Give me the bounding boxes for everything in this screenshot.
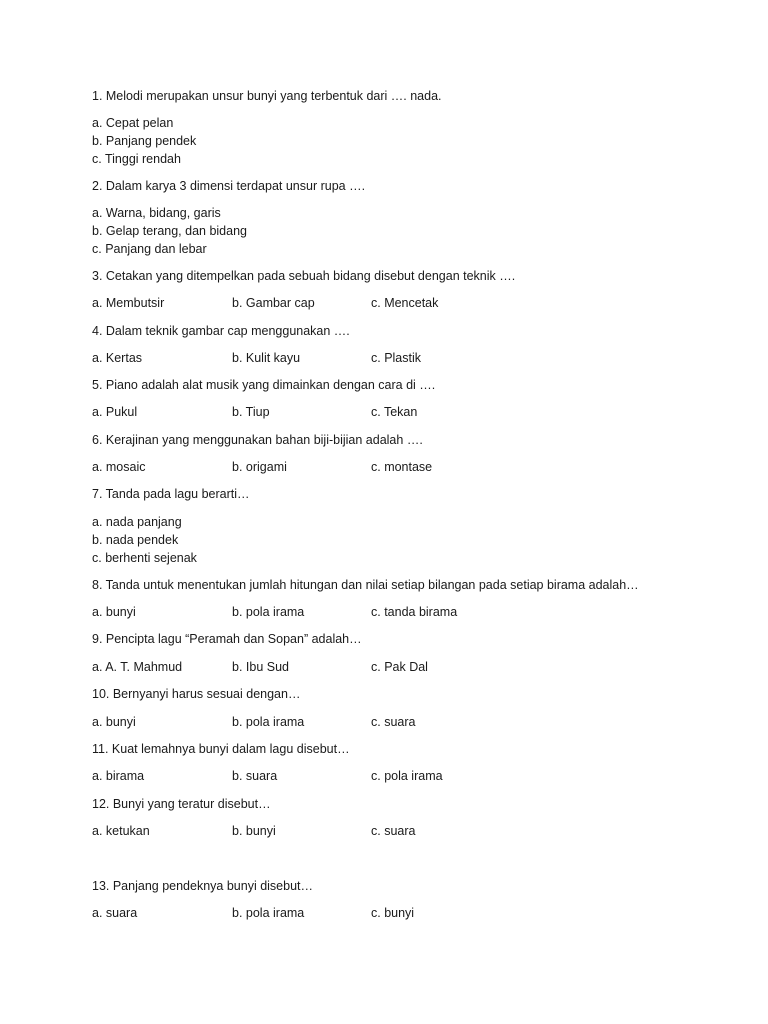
q3-option-b: b. Gambar cap: [232, 296, 315, 310]
q8-option-b: b. pola irama: [232, 605, 305, 619]
q13-option-a: a. suara: [92, 906, 138, 920]
q11-option-a: a. birama: [92, 769, 145, 783]
q3-option-c: c. Mencetak: [371, 296, 439, 310]
question-9: 9. Pencipta lagu “Peramah dan Sopan” adalah…: [92, 632, 362, 646]
q6-option-a: a. mosaic: [92, 460, 146, 474]
question-2: 2. Dalam karya 3 dimensi terdapat unsur rupa ….: [92, 179, 366, 193]
q1-option-a: a. Cepat pelan: [92, 116, 174, 130]
q13-option-b: b. pola irama: [232, 906, 305, 920]
q4-option-b: b. Kulit kayu: [232, 351, 301, 365]
q7-option-b: b. nada pendek: [92, 533, 179, 547]
question-3: 3. Cetakan yang ditempelkan pada sebuah bidang disebut dengan teknik ….: [92, 269, 516, 283]
question-6: 6. Kerajinan yang menggunakan bahan biji-bijian adalah ….: [92, 433, 423, 447]
q9-option-a: a. A. T. Mahmud: [92, 660, 183, 674]
q12-option-c: c. suara: [371, 824, 416, 838]
q5-option-c: c. Tekan: [371, 405, 418, 419]
question-12: 12. Bunyi yang teratur disebut…: [92, 797, 271, 811]
q11-option-b: b. suara: [232, 769, 278, 783]
question-7: 7. Tanda pada lagu berarti…: [92, 487, 250, 501]
q1-option-c: c. Tinggi rendah: [92, 152, 181, 166]
q2-option-b: b. Gelap terang, dan bidang: [92, 224, 247, 238]
q12-option-a: a. ketukan: [92, 824, 150, 838]
q6-option-c: c. montase: [371, 460, 433, 474]
q4-option-c: c. Plastik: [371, 351, 422, 365]
q2-option-c: c. Panjang dan lebar: [92, 242, 207, 256]
q9-option-b: b. Ibu Sud: [232, 660, 289, 674]
q12-option-b: b. bunyi: [232, 824, 276, 838]
q8-option-a: a. bunyi: [92, 605, 136, 619]
q2-option-a: a. Warna, bidang, garis: [92, 206, 221, 220]
q11-option-c: c. pola irama: [371, 769, 443, 783]
q3-option-a: a. Membutsir: [92, 296, 165, 310]
q7-option-c: c. berhenti sejenak: [92, 551, 197, 565]
q13-option-c: c. bunyi: [371, 906, 415, 920]
q10-option-a: a. bunyi: [92, 715, 136, 729]
q9-option-c: c. Pak Dal: [371, 660, 428, 674]
question-4: 4. Dalam teknik gambar cap menggunakan ….: [92, 324, 350, 338]
q8-option-c: c. tanda birama: [371, 605, 458, 619]
q10-option-c: c. suara: [371, 715, 416, 729]
q4-option-a: a. Kertas: [92, 351, 143, 365]
question-13: 13. Panjang pendeknya bunyi disebut…: [92, 879, 313, 893]
q5-option-a: a. Pukul: [92, 405, 138, 419]
question-8: 8. Tanda untuk menentukan jumlah hitungan dan nilai setiap bilangan pada setiap birama adalah…: [92, 578, 639, 592]
q5-option-b: b. Tiup: [232, 405, 270, 419]
q10-option-b: b. pola irama: [232, 715, 305, 729]
question-11: 11. Kuat lemahnya bunyi dalam lagu disebut…: [92, 742, 350, 756]
question-1: 1. Melodi merupakan unsur bunyi yang terbentuk dari …. nada.: [92, 89, 442, 103]
q6-option-b: b. origami: [232, 460, 287, 474]
question-5: 5. Piano adalah alat musik yang dimainkan dengan cara di ….: [92, 378, 436, 392]
question-10: 10. Bernyanyi harus sesuai dengan…: [92, 687, 301, 701]
q7-option-a: a. nada panjang: [92, 515, 182, 529]
q1-option-b: b. Panjang pendek: [92, 134, 197, 148]
